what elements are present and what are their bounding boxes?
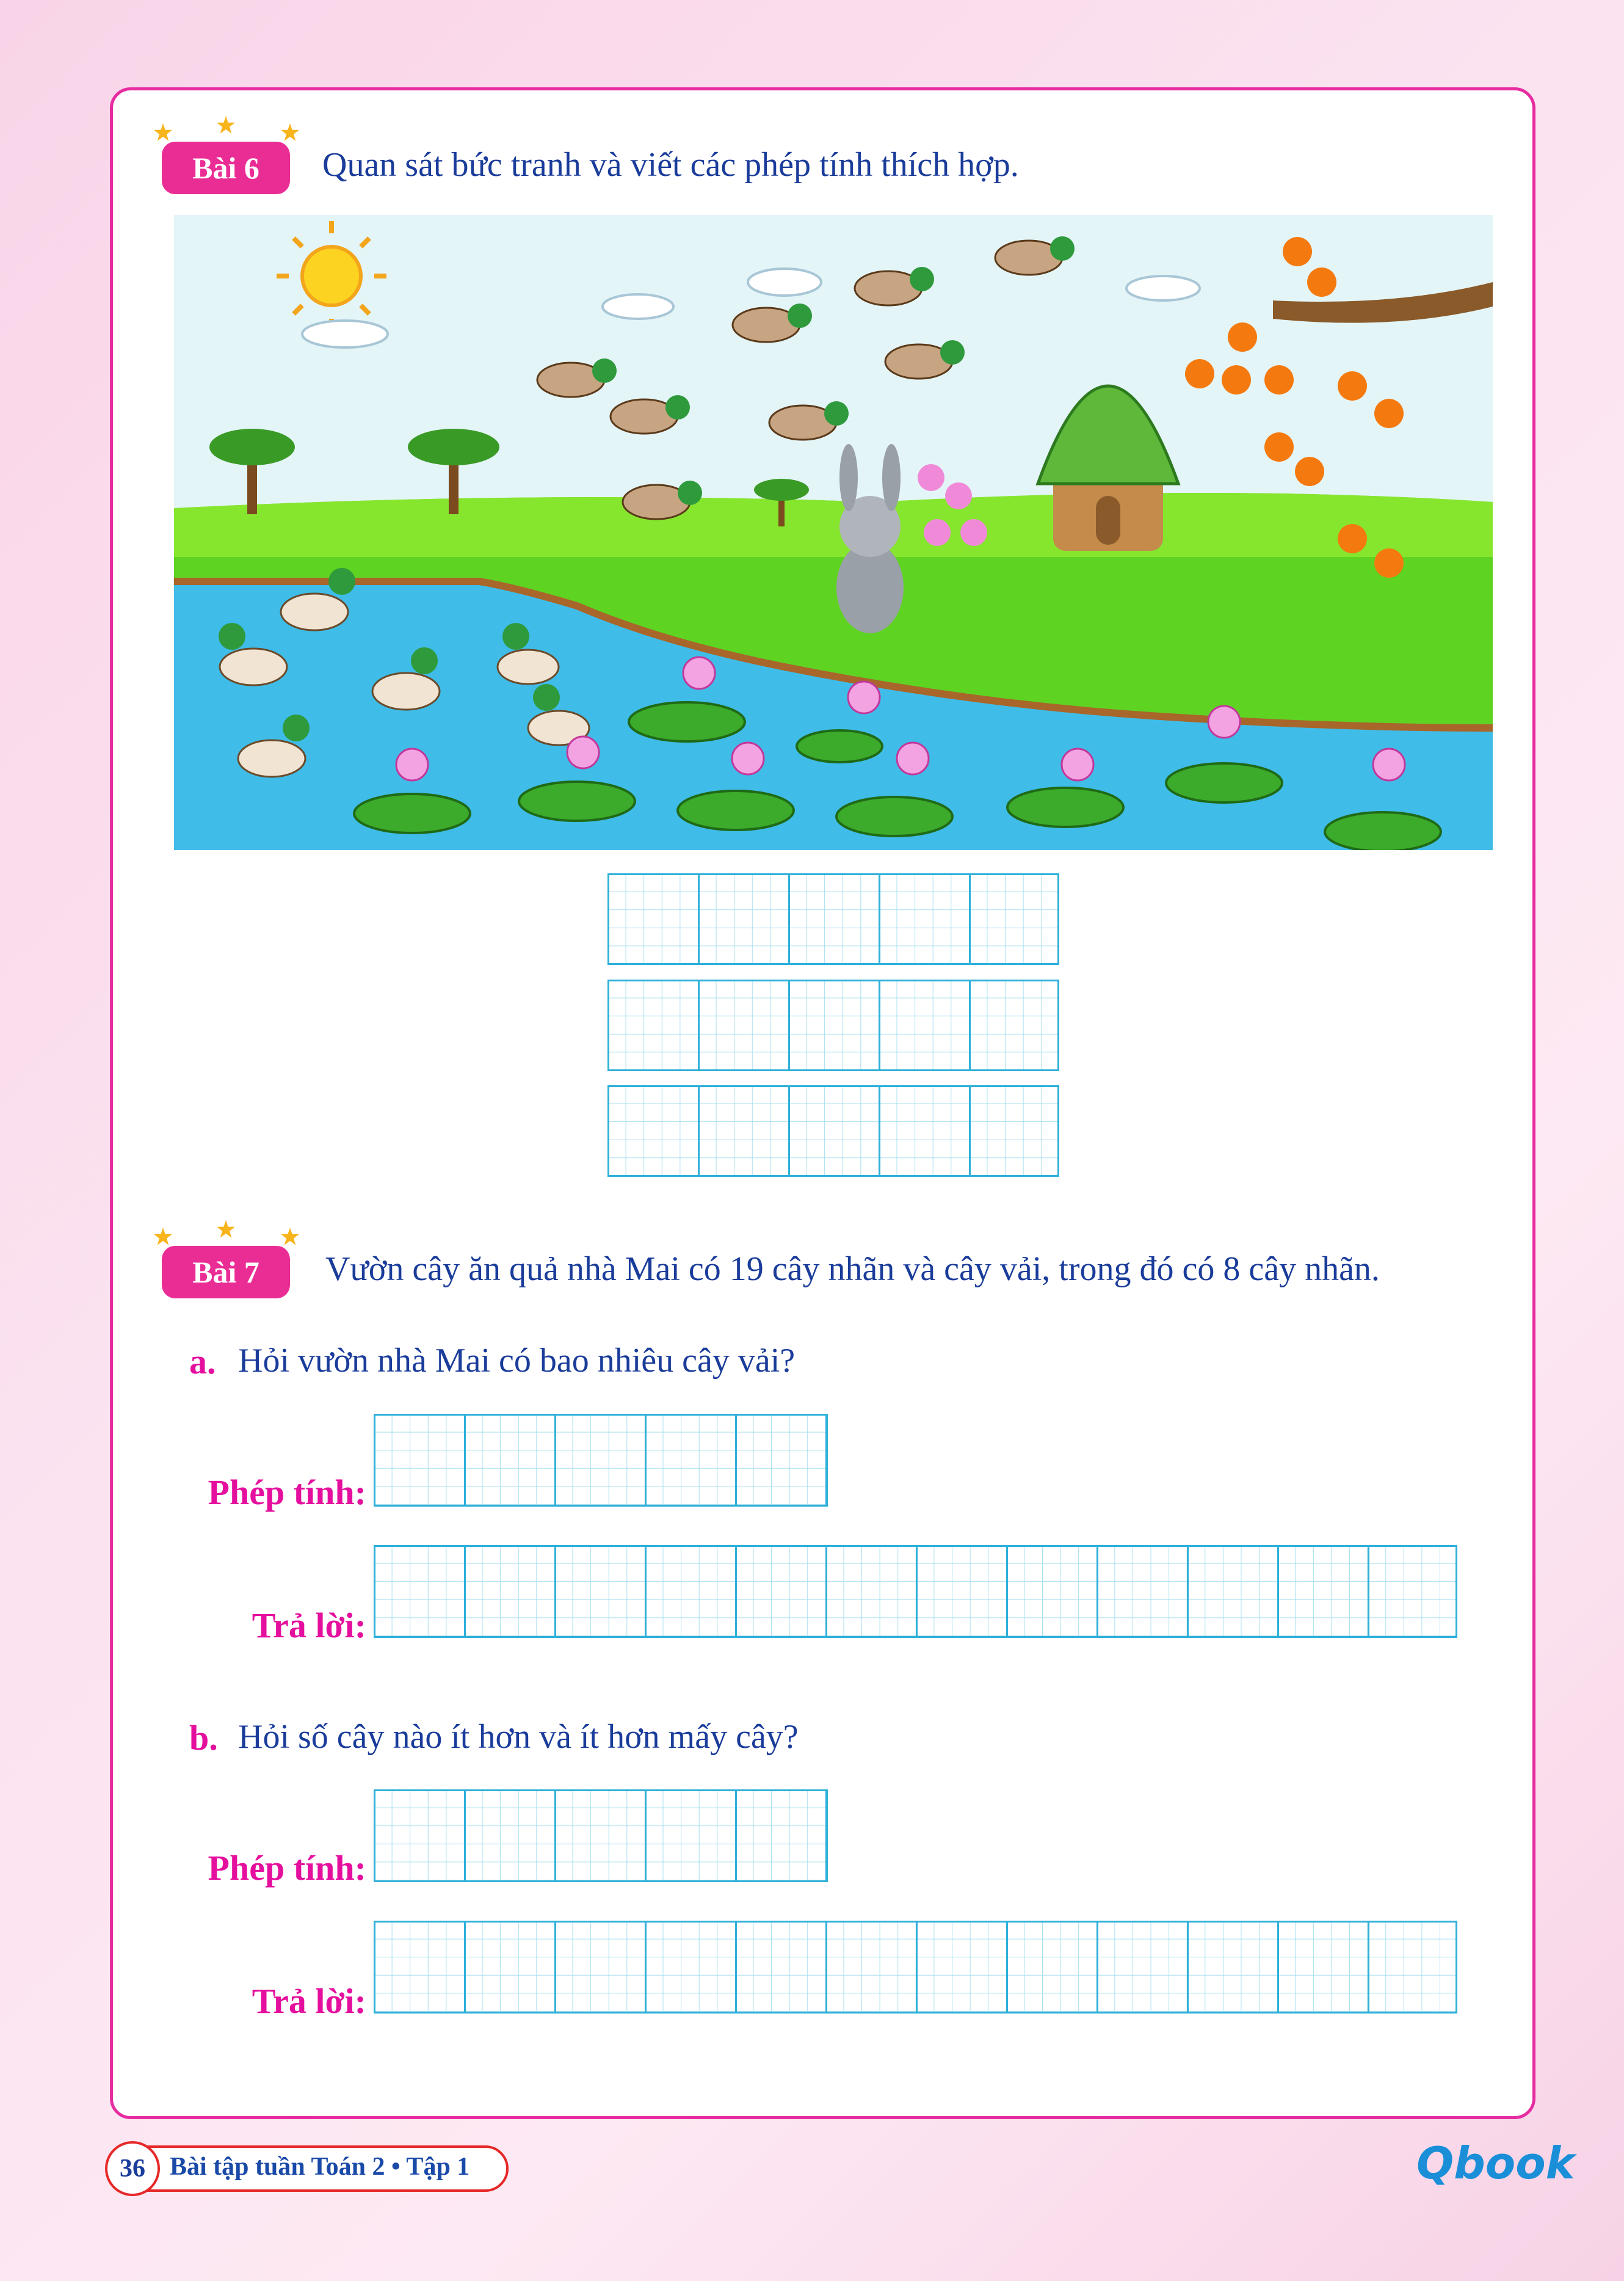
qbook-logo [1416,2137,1575,2189]
answer-label-a: Trả lời: [252,1606,366,1645]
exercise-6-question: Quan sát bức tranh và viết các phép tính thích hợp. [322,146,1019,184]
star-icon [281,123,299,142]
answer-grid-3[interactable] [607,1085,1059,1177]
star-icon [217,116,235,134]
part-a-question: Hỏi vườn nhà Mai có bao nhiêu cây vải? [238,1342,796,1380]
part-a-label: a. [189,1342,216,1381]
answer-grid-2[interactable] [607,980,1059,1071]
exercise-6-badge: Bài 6 [162,142,290,194]
star-icon [217,1220,235,1239]
answer-grid-1[interactable] [607,873,1059,965]
calc-grid-a[interactable] [374,1414,828,1507]
star-icon [154,123,172,142]
calc-label-b: Phép tính: [208,1848,366,1888]
calc-label-a: Phép tính: [208,1472,366,1512]
calc-grid-b[interactable] [374,1789,828,1882]
star-icon [154,1228,172,1246]
part-b-question: Hỏi số cây nào ít hơn và ít hơn mấy cây? [238,1718,799,1756]
answer-label-b: Trả lời: [252,1981,366,2021]
part-b-label: b. [189,1718,218,1758]
exercise-7-question: Vườn cây ăn quả nhà Mai có 19 cây nhãn và cây vải, trong đó có 8 cây nhãn. [325,1250,1380,1288]
star-icon [281,1228,299,1246]
exercise-7-badge: Bài 7 [162,1246,290,1298]
pond-scene-illustration [174,215,1493,850]
page-number: 36 [105,2141,160,2196]
answer-grid-b[interactable] [374,1921,1457,2014]
answer-grid-a[interactable] [374,1545,1457,1638]
footer-book-title: Bài tập tuần Toán 2 • Tập 1 [170,2153,470,2181]
qbook-logo-text: Qbook [1416,2137,1575,2189]
